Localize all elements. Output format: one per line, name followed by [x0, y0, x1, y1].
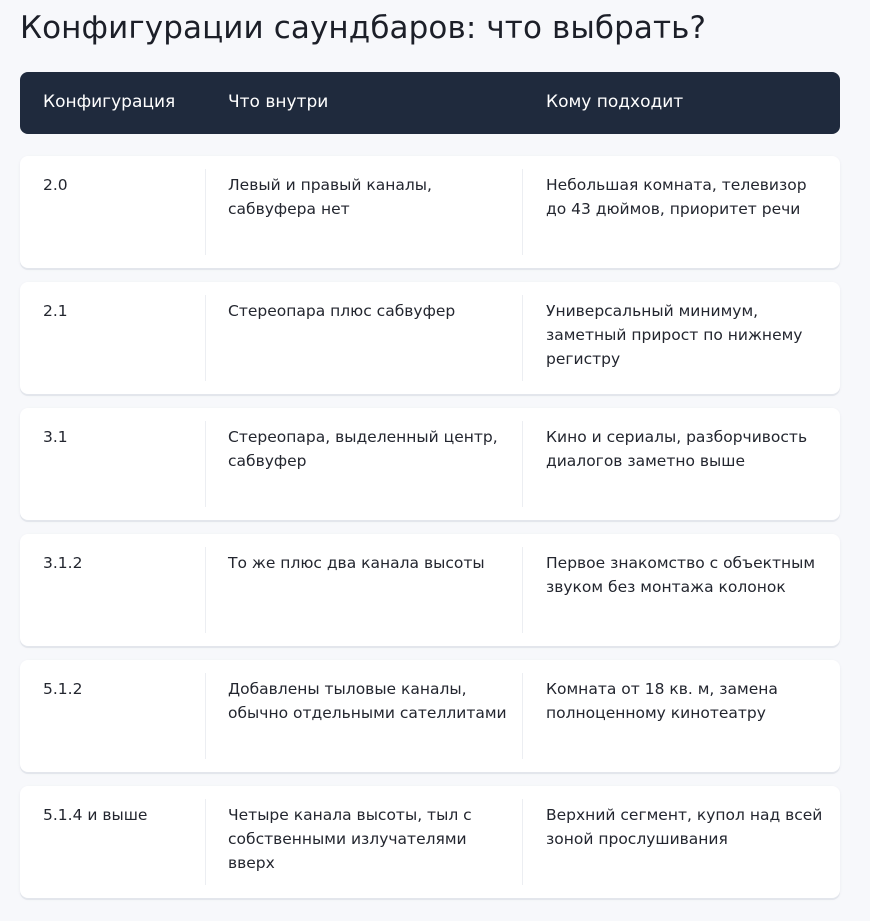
cell-config: 5.1.2 — [43, 680, 83, 698]
cell-inside: Стереопара плюс сабвуфер — [228, 302, 456, 320]
cell-suits: Верхний сегмент, купол над всей зоной прослушивания — [546, 806, 823, 848]
cell-suits: Комната от 18 кв. м, замена полноценному кинотеатру — [546, 680, 778, 722]
cell-config: 3.1 — [43, 428, 68, 446]
column-divider — [522, 547, 523, 633]
cell-inside: Стереопара, выделенный центр, сабвуфер — [228, 428, 498, 470]
column-divider — [522, 295, 523, 381]
cell-inside: То же плюс два канала высоты — [228, 554, 485, 572]
table-row — [20, 282, 840, 394]
cell-suits: Кино и сериалы, разборчивость диалогов заметно выше — [546, 428, 808, 470]
column-divider — [205, 673, 206, 759]
page-title: Конфигурации саундбаров: что выбрать? — [20, 10, 707, 46]
table-row — [20, 534, 840, 646]
cell-inside: Четыре канала высоты, тыл с собственными излучателями вверх — [228, 806, 472, 872]
header-inside: Что внутри — [228, 92, 329, 112]
header-suits: Кому подходит — [546, 92, 684, 112]
table-row — [20, 156, 840, 268]
column-divider — [522, 421, 523, 507]
cell-inside: Левый и правый каналы, сабвуфера нет — [228, 176, 432, 218]
column-divider — [522, 799, 523, 885]
cell-config: 3.1.2 — [43, 554, 83, 572]
cell-suits: Небольшая комната, телевизор до 43 дюймов, приоритет речи — [546, 176, 807, 218]
cell-config: 2.1 — [43, 302, 68, 320]
cell-suits: Первое знакомство с объектным звуком без монтажа колонок — [546, 554, 816, 596]
column-divider — [205, 799, 206, 885]
cell-inside: Добавлены тыловые каналы, обычно отдельными сателлитами — [228, 680, 507, 722]
column-divider — [522, 169, 523, 255]
column-divider — [205, 295, 206, 381]
cell-suits: Универсальный минимум, заметный прирост по нижнему регистру — [546, 302, 803, 368]
table-row — [20, 660, 840, 772]
column-divider — [522, 673, 523, 759]
table-row — [20, 408, 840, 520]
table-row — [20, 786, 840, 898]
column-divider — [205, 547, 206, 633]
column-divider — [205, 169, 206, 255]
cell-config: 2.0 — [43, 176, 68, 194]
table-header — [20, 72, 840, 134]
header-config: Конфигурация — [43, 92, 176, 112]
cell-config: 5.1.4 и выше — [43, 806, 148, 824]
column-divider — [205, 421, 206, 507]
